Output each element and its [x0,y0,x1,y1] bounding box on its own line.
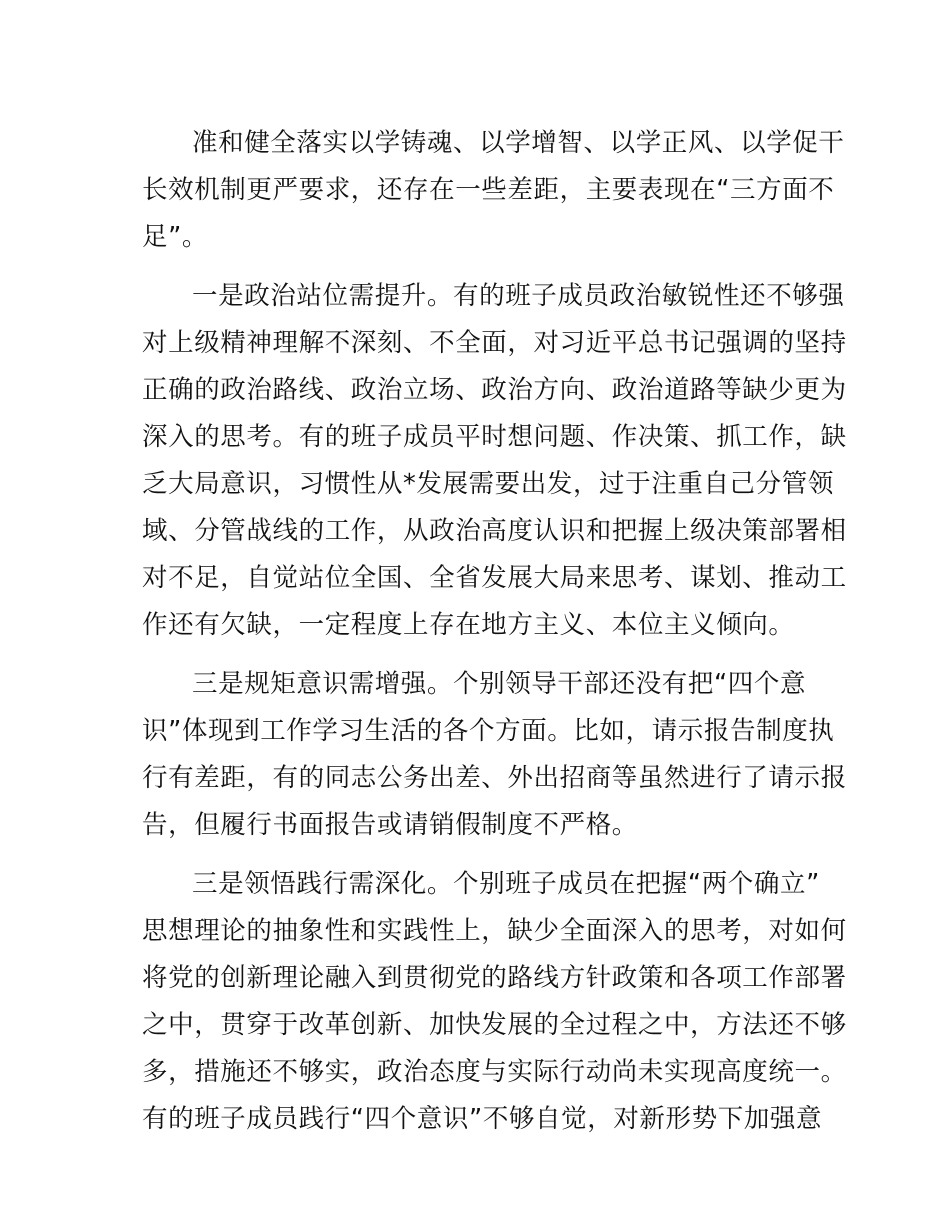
text-line: 识”体现到工作学习生活的各个方面。比如，请示报告制度执 [142,716,835,746]
text-line: 之中，贯穿于改革创新、加快发展的全过程之中，方法还不够 [142,1010,847,1040]
text-line: 对不足，自觉站位全国、全省发展大局来思考、谋划、推动工 [142,563,847,593]
text-line: 多，措施还不够实，政治态度与实际行动尚未实现高度统一。 [142,1057,847,1087]
text-line: 思想理论的抽象性和实践性上，缺少全面深入的思考，对如何 [142,916,847,946]
paragraph-3 [142,661,847,849]
text-line: 三是规矩意识需增强。个别领导干部还没有把“四个意 [192,669,807,699]
text-line: 一是政治站位需提升。有的班子成员政治敏锐性还不够强 [192,281,845,311]
document-body [142,120,847,1143]
text-line: 乏大局意识，习惯性从*发展需要出发，过于注重自己分管领 [142,469,834,499]
text-line: 正确的政治路线、政治立场、政治方向、政治道路等缺少更为 [142,375,847,405]
paragraph-4 [142,861,847,1143]
text-line: 有的班子成员践行“四个意识”不够自觉，对新形势下加强意 [142,1104,823,1134]
text-line: 告，但履行书面报告或请销假制度不严格。 [142,810,638,840]
text-line: 三是领悟践行需深化。个别班子成员在把握“两个确立” [192,869,820,899]
text-line: 将党的创新理论融入到贯彻党的路线方针政策和各项工作部署 [142,963,847,993]
text-line: 作还有欠缺，一定程度上存在地方主义、本位主义倾向。 [142,610,795,640]
text-line: 足”。 [142,222,209,252]
text-line: 深入的思考。有的班子成员平时想问题、作决策、抓工作，缺 [142,422,847,452]
text-line: 对上级精神理解不深刻、不全面，对习近平总书记强调的坚持 [142,328,847,358]
text-line: 长效机制更严要求，还存在一些差距，主要表现在“三方面不 [142,175,835,205]
text-line: 行有差距，有的同志公务出差、外出招商等虽然进行了请示报 [142,763,847,793]
text-line: 域、分管战线的工作，从政治高度认识和把握上级决策部署相 [142,516,847,546]
paragraph-2 [142,273,847,649]
paragraph-1 [142,120,845,261]
text-line: 准和健全落实以学铸魂、以学增智、以学正风、以学促干 [192,128,845,158]
